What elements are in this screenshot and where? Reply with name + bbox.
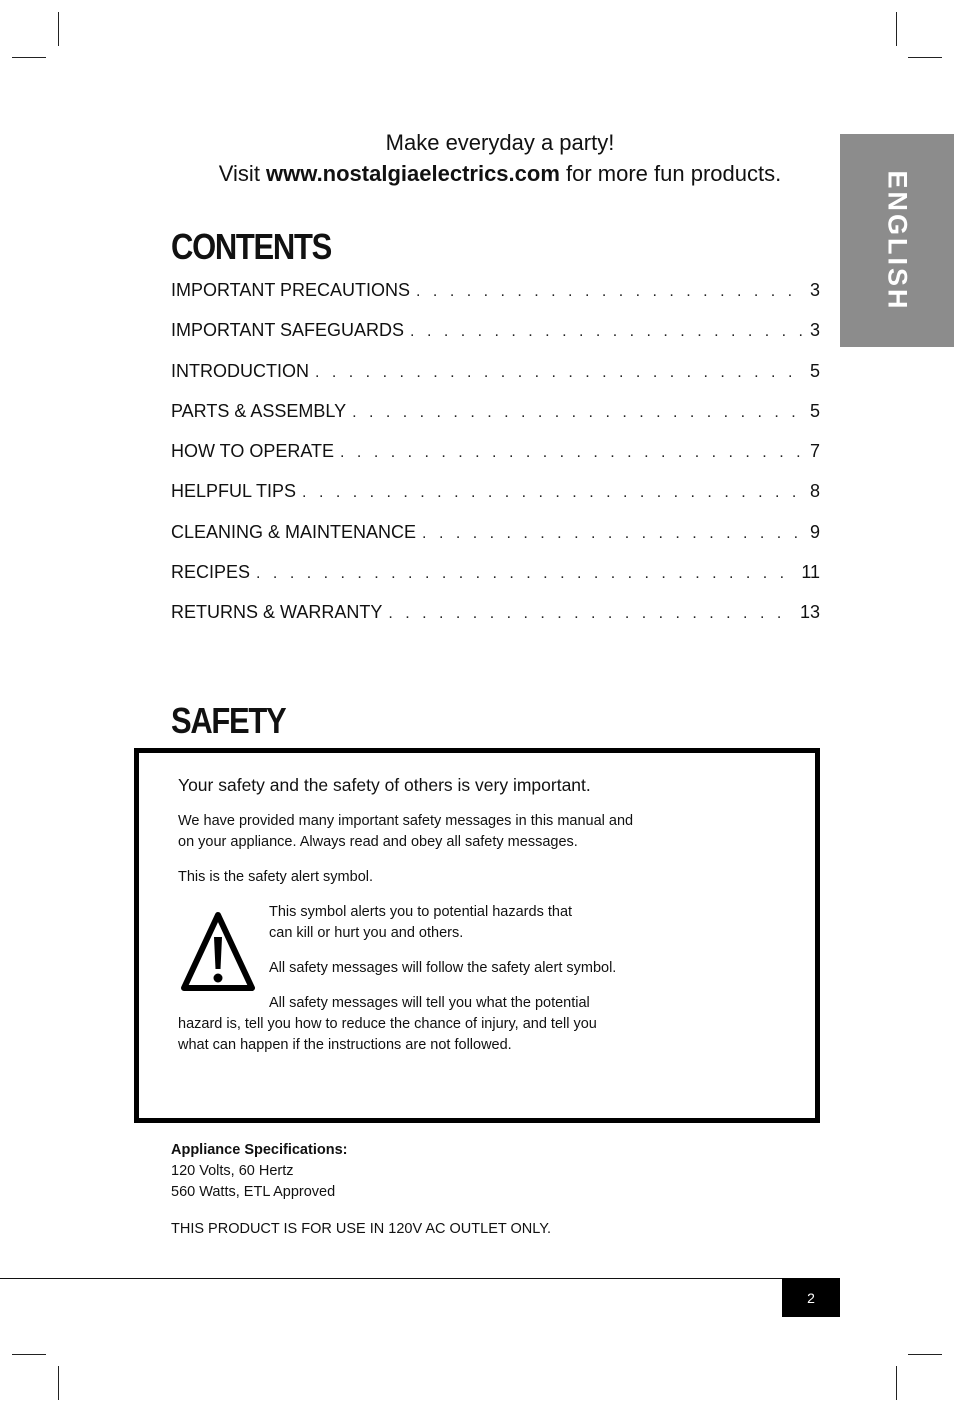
specs-line: 560 Watts, ETL Approved — [171, 1184, 336, 1200]
toc-entry-page: 11 — [801, 562, 820, 583]
safety-paragraph-line: can kill or hurt you and others. — [269, 925, 464, 941]
toc-entry-title: CLEANING & MAINTENANCE — [171, 521, 417, 542]
safety-lead-text: Your safety and the safety of others is very important. — [178, 775, 591, 795]
appliance-specifications — [171, 1140, 347, 1203]
toc-entry-title: IMPORTANT PRECAUTIONS — [171, 280, 411, 300]
toc-entry-title: RETURNS & WARRANTY — [171, 602, 383, 623]
safety-symbol-description — [269, 902, 572, 944]
tagline-suffix-text: for more fun products. — [559, 161, 782, 186]
toc-entry — [171, 441, 820, 481]
specs-line: 120 Volts, 60 Hertz — [171, 1163, 294, 1179]
toc-entry-page: 5 — [809, 400, 820, 421]
safety-paragraph-line: We have provided many important safety messages in this manual and — [178, 813, 634, 829]
toc-entry — [171, 280, 820, 320]
safety-paragraph — [178, 811, 633, 853]
toc-entry-page: 8 — [809, 481, 820, 502]
toc-entry — [171, 562, 820, 602]
toc-entry-page: 5 — [809, 360, 820, 381]
safety-hazard-text — [178, 993, 597, 1056]
outlet-notice: THIS PRODUCT IS FOR USE IN 120V AC OUTLET ONLY. — [171, 1221, 552, 1237]
safety-follow-text: All safety messages will follow the safety alert symbol. — [269, 960, 617, 976]
crop-mark — [908, 57, 942, 58]
page-number-badge — [782, 1278, 840, 1317]
toc-entry — [171, 361, 820, 401]
toc-entry-title: PARTS & ASSEMBLY — [171, 400, 347, 421]
tagline-text: Make everyday a party! — [385, 130, 615, 155]
language-tab-label: ENGLISH — [882, 169, 913, 312]
safety-notice-box — [134, 748, 820, 1123]
toc-entry — [171, 401, 820, 441]
website-url: www.nostalgiaelectrics.com — [266, 161, 560, 186]
safety-alert-intro: This is the safety alert symbol. — [178, 869, 374, 885]
specs-heading: Appliance Specifications: — [171, 1142, 348, 1158]
toc-leader-dots — [352, 404, 804, 422]
footer-divider — [0, 1278, 840, 1279]
toc-entry-page: 13 — [799, 602, 820, 623]
toc-entry-title: IMPORTANT SAFEGUARDS — [171, 320, 405, 341]
toc-entry-page: 3 — [809, 280, 820, 300]
tagline-line-1 — [140, 130, 860, 156]
crop-mark — [12, 1354, 46, 1355]
toc-entry-page: 9 — [809, 521, 820, 542]
toc-entry — [171, 522, 820, 562]
page-number: 2 — [807, 1289, 815, 1306]
toc-leader-dots — [302, 484, 804, 502]
toc-entry-page: 7 — [809, 441, 820, 462]
safety-title: SAFETY — [171, 700, 286, 741]
toc-entry — [171, 320, 820, 360]
table-of-contents — [171, 280, 820, 643]
tagline-line-2 — [140, 161, 860, 187]
safety-paragraph-line: on your appliance. Always read and obey all safety messages. — [178, 834, 578, 850]
crop-mark — [58, 1366, 59, 1400]
toc-entry-title: RECIPES — [171, 562, 251, 583]
toc-leader-dots — [410, 323, 804, 341]
safety-paragraph-line: This symbol alerts you to potential hazards that — [269, 904, 573, 920]
crop-mark — [896, 1366, 897, 1400]
toc-entry-title: HOW TO OPERATE — [171, 441, 335, 462]
crop-mark — [58, 12, 59, 46]
toc-entry — [171, 602, 820, 642]
toc-leader-dots — [388, 605, 794, 623]
safety-paragraph-line: hazard is, tell you how to reduce the chance of injury, and tell you — [178, 1016, 597, 1032]
crop-mark — [908, 1354, 942, 1355]
safety-paragraph-line: All safety messages will tell you what the potential — [269, 995, 590, 1011]
crop-mark — [896, 12, 897, 46]
tagline-visit-text: Visit — [218, 161, 267, 186]
toc-leader-dots — [416, 283, 804, 301]
warning-triangle-icon — [181, 911, 255, 993]
toc-entry-title: HELPFUL TIPS — [171, 481, 297, 502]
crop-mark — [12, 57, 46, 58]
toc-leader-dots — [422, 525, 804, 543]
toc-entry — [171, 481, 820, 521]
toc-leader-dots — [315, 364, 804, 382]
toc-leader-dots — [256, 565, 795, 583]
toc-entry-title: INTRODUCTION — [171, 360, 309, 381]
toc-entry-page: 3 — [809, 320, 820, 341]
safety-paragraph-line: what can happen if the instructions are not followed. — [178, 1037, 512, 1053]
contents-title: CONTENTS — [171, 226, 331, 267]
toc-leader-dots — [340, 444, 804, 462]
